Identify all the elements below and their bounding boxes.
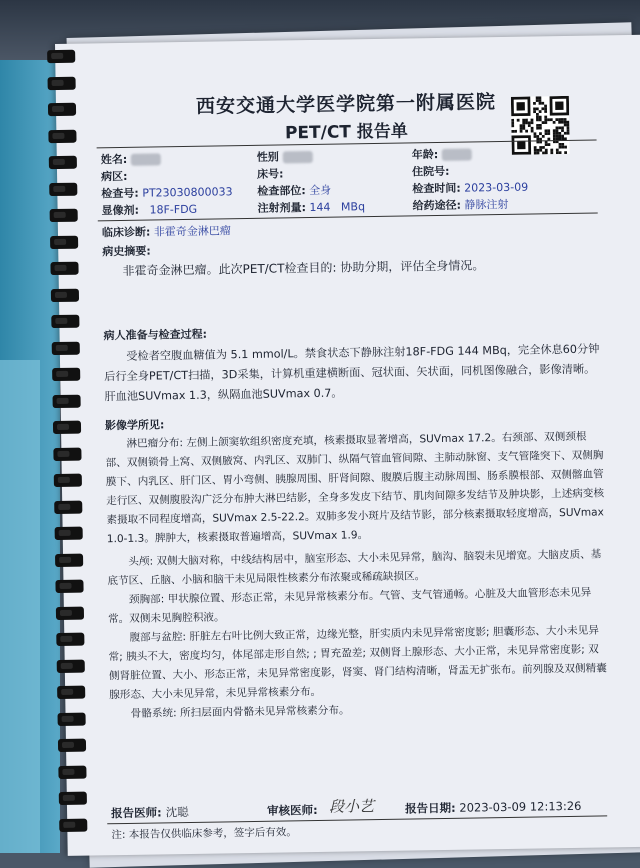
report-date-label: 报告日期: <box>404 800 456 816</box>
binding-ring <box>53 421 81 434</box>
bed-label: 床号: <box>256 167 284 181</box>
binding-ring <box>58 712 86 725</box>
redacted-age <box>442 148 472 160</box>
binding-ring <box>50 209 78 222</box>
binding-ring <box>47 50 75 63</box>
binding-ring <box>58 765 86 778</box>
binding-ring <box>56 606 84 619</box>
findings-skeleton: 骨骼系统: 所扫层面内骨骼未见异常核素分布。 <box>130 704 350 720</box>
diagnosis: 非霍奇金淋巴瘤 <box>153 224 231 239</box>
route-label: 给药途径: <box>412 198 462 213</box>
binding-ring <box>51 315 79 328</box>
binding-ring <box>50 262 78 275</box>
findings-head: 头颅: 双侧大脑对称，中线结构居中，脑室形态、大小未见异常，脑沟、脑裂未见增宽。大脑皮质、基底节区、丘脑、小脑和脑干未见局限性核素分布浓聚或稀疏缺损区。 <box>107 548 602 588</box>
binding-ring <box>55 527 83 540</box>
reviewer-label: 审核医师: <box>266 802 318 818</box>
name-row <box>101 150 161 167</box>
route-row <box>412 196 508 214</box>
findings-lymphoma: 淋巴瘤分布: 左侧上颌窦软组织密度充填，核素摄取显著增高，SUVmax 17.2。右颈部、双侧颈根部、双侧锁骨上窝、双侧腋窝、内乳区、双肺门、纵隔气管血管间隙、主肺动脉窗、支气管隆突下、双侧胸膜下、内乳区、肝门区、胃小弯侧、胰腺周围、肝肾间隙、腹膜后腹主动脉周围、肠系膜根部、双侧髂血管走行区、双侧腹股沟广泛分布肿大淋巴结影，全身多发皮下结节、肌肉间隙多发结节及肿块影，上述病变核素摄取不同程度增高，SUVmax 2.5-22.2。双肺多发小斑片及结节影，部分核素摄取轻度增高，SUVmax 1.0-1.3。脾肿大，核素摄取普遍增高，SUVmax 1.9。 <box>105 430 605 546</box>
exam-no-label: 检查号: <box>101 186 139 201</box>
binding-ring <box>48 103 76 116</box>
dose-unit: MBq <box>340 200 366 214</box>
agent-label: 显像剂: <box>101 203 140 218</box>
age-row <box>412 145 472 162</box>
report-title: PET/CT 报告单 <box>284 121 409 144</box>
dose-row <box>257 198 365 216</box>
name-label: 姓名: <box>100 152 128 167</box>
report-page <box>55 35 640 856</box>
ward-label: 病区: <box>100 169 128 184</box>
hospital-name: 西安交通大学医学院第一附属医院 <box>195 91 497 118</box>
reviewer-signature: 段小艺 <box>328 797 375 816</box>
reporter-label: 报告医师: <box>110 805 162 821</box>
report-date-row <box>405 798 582 817</box>
diagnosis-row <box>102 222 231 240</box>
binding-ring <box>59 818 87 831</box>
qr-code-icon <box>511 96 570 155</box>
gender-label: 性别 <box>256 150 279 164</box>
binding-ring <box>57 659 85 672</box>
binding-ring <box>52 341 80 354</box>
findings-label: 影像学所见: <box>104 418 165 433</box>
exam-no-row <box>101 183 232 201</box>
route: 静脉注射 <box>464 197 509 212</box>
age-label: 年龄: <box>411 147 439 162</box>
binding-ring <box>57 686 85 699</box>
reporter: 沈聪 <box>165 804 189 820</box>
footer-note: 注: 本报告仅供临床参考，签字后有效。 <box>111 826 297 842</box>
binding-ring <box>58 739 86 752</box>
exam-part-label: 检查部位: <box>257 184 306 198</box>
history-label: 病史摘要: <box>102 244 151 259</box>
binding-ring <box>56 633 84 646</box>
exam-part-row <box>257 182 331 199</box>
binding-ring <box>50 235 78 248</box>
prep-text: 受检者空腹血糖值为 5.1 mmol/L。禁食状态下静脉注射18F-FDG 144 MBq，完全休息60分钟后行全身PET/CT扫描，3D采集，计算机重建横断面、冠状面、矢状面，同机图像融合，影像清晰。 肝血池SUVmax 1.3，纵隔血池SUVmax 0.7。 <box>104 342 600 404</box>
redacted-gender <box>283 151 313 163</box>
dose-label: 注射剂量: <box>257 201 307 215</box>
binding-ring <box>54 500 82 513</box>
background-left-light <box>0 360 40 853</box>
binding-ring <box>48 129 76 142</box>
exam-part: 全身 <box>309 183 332 198</box>
prep-label: 病人准备与检查过程: <box>103 327 208 343</box>
binding-ring <box>52 368 80 381</box>
report-date: 2023-03-09 12:13:26 <box>459 798 582 815</box>
binding-ring <box>59 792 87 805</box>
agent: 18F-FDG <box>149 202 198 217</box>
binding-ring <box>49 156 77 169</box>
binding-ring <box>54 474 82 487</box>
exam-time: 2023-03-09 <box>464 180 529 195</box>
binding-ring <box>51 288 79 301</box>
binding-ring <box>53 394 81 407</box>
redacted-name <box>131 153 161 165</box>
findings-neck-chest: 颈胸部: 甲状腺位置、形态正常，未见异常核素分布。气管、支气管通畅。心脏及大血管形态未见异常。双侧未见胸腔积液。 <box>107 586 592 626</box>
exam-time-label: 检查时间: <box>412 181 461 196</box>
agent-row <box>101 201 197 218</box>
history-text: 非霍奇金淋巴瘤。此次PET/CT检查目的: 协助分期，评估全身情况。 <box>122 258 485 278</box>
findings-abdomen: 腹部与盆腔: 肝脏左右叶比例大致正常，边缘光整，肝实质内未见异常密度影; 胆囊形态、大小未见异常; 胰头不大，密度均匀，体尾部走形自然; ; 胃充盈差; 双侧肾上腺形态、大小正常，未见异常密度影; 双侧肾脏位置、大小、形态正常，未见异常密度影，肾窦、肾门结构清晰，肾盂无扩张布。前列腺及双侧精囊腺形态、大小未见异常，未见异常核素分布。 <box>108 624 607 702</box>
binding-ring <box>48 76 76 89</box>
binding-ring <box>53 447 81 460</box>
diagnosis-label: 临床诊断: <box>101 225 151 240</box>
admission-label: 住院号: <box>411 164 450 179</box>
exam-no: PT23030800033 <box>142 185 233 200</box>
gender-row <box>257 148 313 165</box>
dose: 144 <box>309 200 331 215</box>
binding-ring <box>55 553 83 566</box>
reporter-row <box>111 804 189 821</box>
binding-ring <box>49 182 77 195</box>
exam-time-row <box>412 179 528 197</box>
binding-ring <box>55 580 83 593</box>
